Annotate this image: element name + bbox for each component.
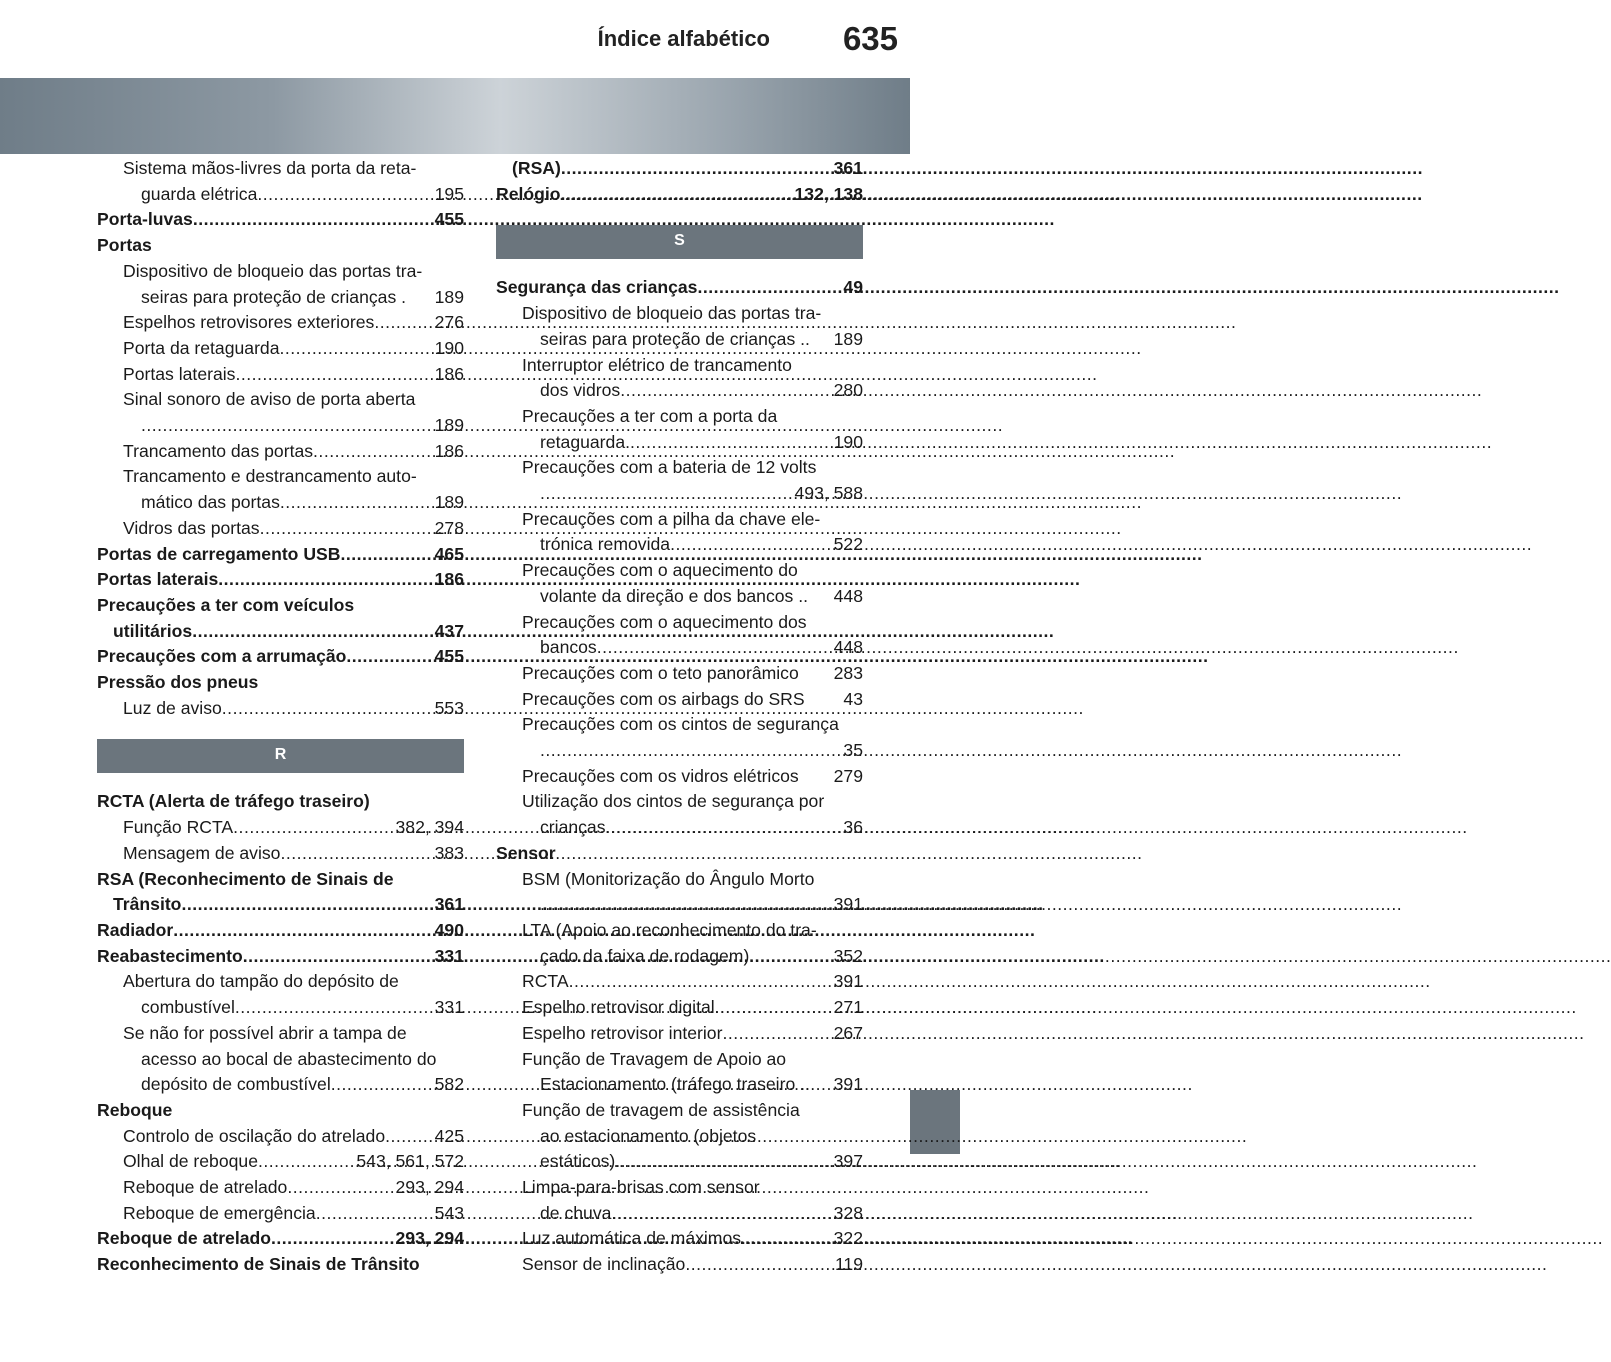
leader-dots xyxy=(540,738,841,764)
page-reference[interactable]: 279 xyxy=(833,765,863,786)
index-entry xyxy=(97,670,464,696)
leader-dots xyxy=(561,182,793,208)
leader-dots xyxy=(233,815,393,841)
leader-dots xyxy=(685,1252,833,1278)
index-subentry xyxy=(496,1047,863,1073)
entry-text: Luz automática de máximos xyxy=(522,1228,742,1249)
index-subentry xyxy=(496,635,863,661)
page-reference[interactable]: 391 xyxy=(833,894,863,915)
entry-text: Controlo de oscilação do atrelado xyxy=(123,1125,386,1146)
leader-dots xyxy=(271,1226,393,1252)
index-subentry xyxy=(496,1021,863,1047)
entry-text: Precauções com a pilha da chave ele- xyxy=(522,508,821,529)
entry-text: seiras para proteção de crianças .. xyxy=(540,328,810,349)
leader-dots xyxy=(280,841,432,867)
page-reference[interactable]: 195 xyxy=(434,183,464,204)
index-entry xyxy=(97,892,464,918)
index-subentry xyxy=(496,1124,863,1150)
leader-dots xyxy=(670,532,832,558)
page-reference[interactable]: 391 xyxy=(833,1074,863,1095)
page-reference[interactable]: 132, 138 xyxy=(794,183,863,204)
index-subentry xyxy=(496,764,863,790)
page-reference[interactable]: 465 xyxy=(434,543,464,564)
page-reference[interactable]: 437 xyxy=(434,620,464,641)
leader-dots xyxy=(615,1149,831,1175)
entry-text: RCTA xyxy=(522,971,569,992)
index-subentry xyxy=(97,310,464,336)
index-subentry xyxy=(97,464,464,490)
leader-dots xyxy=(540,481,793,507)
entry-text: Precauções a ter com veículos xyxy=(97,594,355,615)
entry-text: depósito de combustível xyxy=(141,1074,331,1095)
index-subentry xyxy=(496,481,863,507)
page-reference[interactable]: 35 xyxy=(843,740,863,761)
entry-text: Reconhecimento de Sinais de Trânsito xyxy=(97,1254,420,1275)
entry-text: çado da faixa de rodagem) xyxy=(540,945,750,966)
entry-text: acesso ao bocal de abastecimento do xyxy=(141,1048,437,1069)
index-subentry xyxy=(97,815,464,841)
index-subentry xyxy=(97,696,464,722)
entry-text: Interruptor elétrico de trancamento xyxy=(522,354,792,375)
index-subentry xyxy=(496,815,863,841)
page-reference[interactable]: 189 xyxy=(434,415,464,436)
index-subentry xyxy=(97,841,464,867)
entry-text: Trancamento das portas xyxy=(123,440,314,461)
index-subentry xyxy=(496,301,863,327)
index-entry xyxy=(97,619,464,645)
index-entry xyxy=(97,593,464,619)
index-subentry xyxy=(496,661,863,687)
page-reference[interactable]: 391 xyxy=(833,971,863,992)
index-subentry xyxy=(97,1072,464,1098)
page-reference[interactable]: 186 xyxy=(434,440,464,461)
entry-text: Limpa-para-brisas com sensor xyxy=(522,1177,760,1198)
leader-dots xyxy=(715,995,832,1021)
index-entry xyxy=(97,207,464,233)
index-subentry xyxy=(496,969,863,995)
index-subentry xyxy=(97,156,464,182)
index-subentry xyxy=(97,1021,464,1047)
entry-text: Espelhos retrovisores exteriores xyxy=(123,312,375,333)
page-reference[interactable]: 543 xyxy=(434,1202,464,1223)
page-reference[interactable]: 43 xyxy=(843,688,863,709)
leader-dots xyxy=(280,490,433,516)
entry-text: utilitários xyxy=(113,620,193,641)
section-title: Índice alfabético xyxy=(597,26,770,51)
section-letter-bar: S xyxy=(496,225,863,259)
index-subentry xyxy=(496,1201,863,1227)
page-reference[interactable]: 553 xyxy=(434,697,464,718)
page-reference[interactable]: 331 xyxy=(434,997,464,1018)
entry-text: Precauções com os airbags do SRS xyxy=(522,688,805,709)
index-subentry xyxy=(496,789,863,815)
page-reference[interactable]: 490 xyxy=(434,919,464,940)
page-reference[interactable]: 352 xyxy=(833,945,863,966)
index-subentry xyxy=(496,995,863,1021)
index-entry xyxy=(97,233,464,259)
index-subentry xyxy=(496,507,863,533)
page-reference[interactable]: 49 xyxy=(843,277,863,298)
entry-text: (RSA) xyxy=(512,158,561,178)
index-subentry xyxy=(97,439,464,465)
entry-text: combustível xyxy=(141,997,235,1018)
entry-text: Trânsito xyxy=(113,894,182,915)
entry-text: Porta da retaguarda xyxy=(123,337,280,358)
page-reference[interactable]: 397 xyxy=(833,1151,863,1172)
entry-text: Dispositivo de bloqueio das portas tra- xyxy=(522,303,822,324)
leader-dots xyxy=(561,156,832,182)
index-subentry xyxy=(496,455,863,481)
entry-text: Segurança das crianças xyxy=(496,277,698,298)
leader-dots xyxy=(374,310,432,336)
index-subentry xyxy=(496,712,863,738)
index-subentry xyxy=(496,944,863,970)
page-reference[interactable]: 186 xyxy=(434,569,464,590)
page-reference[interactable]: 383 xyxy=(434,842,464,863)
entry-text: Precauções com os vidros elétricos xyxy=(522,765,799,786)
index-subentry xyxy=(97,182,464,208)
index-subentry xyxy=(97,259,464,285)
leader-dots xyxy=(597,635,832,661)
page-reference[interactable]: 267 xyxy=(833,1022,863,1043)
index-entry xyxy=(97,1226,464,1252)
leader-dots xyxy=(173,918,432,944)
index-column-right xyxy=(496,156,863,1278)
leader-dots xyxy=(260,516,433,542)
entry-text: Porta-luvas xyxy=(97,209,193,230)
leader-dots xyxy=(316,1201,433,1227)
index-entry xyxy=(97,1098,464,1124)
entry-text: Mensagem de aviso xyxy=(123,842,281,863)
entry-text: Função de Travagem de Apoio ao xyxy=(522,1048,787,1069)
leader-dots xyxy=(741,1226,832,1252)
page-reference[interactable]: 361 xyxy=(833,158,863,178)
entry-text: volante da direção e dos bancos .. xyxy=(540,585,808,606)
entry-text: LTA (Apoio ao reconhecimento do tra- xyxy=(522,919,817,940)
entry-text: Sistema mãos-livres da porta da reta- xyxy=(123,158,417,178)
index-entry xyxy=(97,644,464,670)
entry-text: retaguarda. xyxy=(540,431,630,452)
leader-dots xyxy=(243,944,433,970)
entry-text: Sensor de inclinação xyxy=(522,1254,686,1275)
index-subentry xyxy=(97,516,464,542)
index-entry xyxy=(496,156,863,182)
index-subentry xyxy=(496,918,863,944)
index-subentry xyxy=(496,430,863,456)
page-reference[interactable]: 293, 294 xyxy=(395,1228,464,1249)
entry-text: Dispositivo de bloqueio das portas tra- xyxy=(123,260,423,281)
leader-dots xyxy=(181,892,432,918)
index-subentry xyxy=(496,327,863,353)
entry-text: Luz de aviso xyxy=(123,697,222,718)
entry-text: crianças xyxy=(540,817,606,838)
index-subentry xyxy=(97,387,464,413)
page-number: 635 xyxy=(842,20,898,57)
entry-text: guarda elétrica xyxy=(141,183,258,204)
entry-text: Precauções com os cintos de segurança xyxy=(522,714,839,735)
entry-text: estáticos) xyxy=(540,1151,616,1172)
entry-text: Reboque de atrelado xyxy=(97,1228,272,1249)
entry-text: bancos xyxy=(540,637,597,658)
index-subentry xyxy=(496,1226,863,1252)
leader-dots xyxy=(722,1021,831,1047)
entry-text: Precauções com o teto panorâmico xyxy=(522,662,799,683)
page-reference[interactable]: 331 xyxy=(434,945,464,966)
entry-text: seiras para proteção de crianças . xyxy=(141,286,407,307)
page-reference[interactable]: 189 xyxy=(434,286,464,307)
page-reference[interactable]: 36 xyxy=(843,817,863,838)
index-subentry xyxy=(97,995,464,1021)
leader-dots xyxy=(346,644,432,670)
index-subentry xyxy=(97,362,464,388)
header-banner xyxy=(0,78,910,154)
index-entry xyxy=(97,918,464,944)
index-subentry xyxy=(496,532,863,558)
leader-dots xyxy=(540,892,832,918)
index-subentry xyxy=(496,558,863,584)
entry-text: Utilização dos cintos de segurança por xyxy=(522,791,825,812)
index-entry xyxy=(97,867,464,893)
entry-text: RCTA (Alerta de tráfego traseiro) xyxy=(97,791,370,812)
leader-dots xyxy=(569,969,832,995)
page-reference[interactable]: 293, 294 xyxy=(395,1177,464,1198)
leader-dots xyxy=(340,542,432,568)
entry-text: Trancamento e destrancamento auto- xyxy=(123,466,417,487)
index-subentry xyxy=(97,1124,464,1150)
entry-text: Reabastecimento xyxy=(97,945,243,966)
page-reference[interactable]: 328 xyxy=(833,1202,863,1223)
entry-text: mático das portas xyxy=(141,492,280,513)
entry-text: Vidros das portas xyxy=(123,517,260,538)
page-reference[interactable]: 278 xyxy=(434,517,464,538)
page-reference[interactable]: 190 xyxy=(434,337,464,358)
page-reference[interactable]: 186 xyxy=(434,363,464,384)
entry-text: Precauções com o aquecimento dos xyxy=(522,611,807,632)
leader-dots xyxy=(287,1175,393,1201)
index-column-left xyxy=(97,156,464,1278)
leader-dots xyxy=(630,430,832,456)
leader-dots xyxy=(697,275,841,301)
entry-text: Espelho retrovisor interior xyxy=(522,1022,723,1043)
leader-dots xyxy=(235,362,432,388)
index-subentry xyxy=(496,1098,863,1124)
entry-text: Estacionamento (tráfego traseiro .. xyxy=(540,1074,810,1095)
entry-text: Portas laterais xyxy=(97,569,219,590)
page-reference[interactable]: 582 xyxy=(434,1074,464,1095)
page-reference[interactable]: 455 xyxy=(434,646,464,667)
index-subentry xyxy=(496,687,863,713)
entry-text: Função RCTA xyxy=(123,817,234,838)
entry-text: Portas laterais xyxy=(123,363,236,384)
leader-dots xyxy=(606,815,842,841)
page-reference[interactable]: 189 xyxy=(434,492,464,513)
entry-text: Precauções com a arrumação xyxy=(97,646,347,667)
page-reference[interactable]: 276 xyxy=(434,312,464,333)
index-subentry xyxy=(97,1201,464,1227)
entry-text: Pressão dos pneus xyxy=(97,672,259,693)
index-entry xyxy=(97,789,464,815)
index-entry xyxy=(97,567,464,593)
entry-text: Reboque de emergência xyxy=(123,1202,316,1223)
index-subentry xyxy=(496,738,863,764)
index-subentry xyxy=(496,1175,863,1201)
page-reference[interactable]: 119 xyxy=(834,1254,863,1275)
page-reference[interactable]: 271 xyxy=(833,997,863,1018)
leader-dots xyxy=(192,619,432,645)
page-reference[interactable]: 455 xyxy=(434,209,464,230)
leader-dots xyxy=(331,1072,433,1098)
page-reference[interactable]: 280 xyxy=(833,380,863,401)
index-entry xyxy=(97,944,464,970)
leader-dots xyxy=(218,567,432,593)
index-subentry xyxy=(97,1149,464,1175)
index-entry xyxy=(97,542,464,568)
index-subentry xyxy=(97,413,464,439)
index-subentry xyxy=(97,490,464,516)
leader-dots xyxy=(313,439,433,465)
page-reference[interactable]: 425 xyxy=(434,1125,464,1146)
page-reference[interactable]: 361 xyxy=(434,894,464,915)
entry-text: Portas xyxy=(97,235,152,256)
entry-text: Radiador xyxy=(97,919,174,940)
index-subentry xyxy=(496,892,863,918)
leader-dots xyxy=(749,944,831,970)
leader-dots xyxy=(385,1124,433,1150)
entry-text: Reboque xyxy=(97,1099,173,1120)
leader-dots xyxy=(620,378,831,404)
entry-text: Sensor xyxy=(496,842,556,863)
entry-text: Reboque de atrelado xyxy=(123,1177,288,1198)
page-reference[interactable]: 190 xyxy=(833,431,863,452)
index-subentry xyxy=(496,404,863,430)
index-subentry xyxy=(496,1149,863,1175)
leader-dots xyxy=(193,207,433,233)
page-reference[interactable]: 322 xyxy=(833,1228,863,1249)
page-reference[interactable]: 189 xyxy=(833,328,863,349)
entry-text: Se não for possível abrir a tampa de xyxy=(123,1022,407,1043)
section-letter-bar: R xyxy=(97,739,464,773)
entry-text: BSM (Monitorização do Ângulo Morto xyxy=(522,868,815,889)
index-subentry xyxy=(496,867,863,893)
index-subentry xyxy=(97,969,464,995)
leader-dots xyxy=(258,1149,354,1175)
index-entry xyxy=(496,275,863,301)
index-subentry xyxy=(496,353,863,379)
leader-dots xyxy=(235,995,433,1021)
page-reference[interactable]: 448 xyxy=(833,585,863,606)
entry-text: dos vidros xyxy=(540,380,621,401)
index-subentry xyxy=(97,285,464,311)
page-reference[interactable]: 448 xyxy=(833,637,863,658)
entry-text: de chuva xyxy=(540,1202,612,1223)
index-subentry xyxy=(496,378,863,404)
page-reference[interactable]: 382, 394 xyxy=(395,817,464,838)
leader-dots xyxy=(611,1201,831,1227)
entry-text: Olhal de reboque xyxy=(123,1151,258,1172)
leader-dots xyxy=(280,336,433,362)
index-subentry xyxy=(97,336,464,362)
index-subentry xyxy=(496,1252,863,1278)
entry-text: Espelho retrovisor digital xyxy=(522,997,715,1018)
index-subentry xyxy=(496,610,863,636)
entry-text: Precauções a ter com a porta da xyxy=(522,405,778,426)
entry-text: Relógio xyxy=(496,183,561,204)
index-subentry xyxy=(496,584,863,610)
leader-dots xyxy=(141,413,433,439)
leader-dots xyxy=(257,182,432,208)
page-reference[interactable]: 493, 588 xyxy=(794,483,863,504)
page-reference[interactable]: 543, 561, 572 xyxy=(356,1151,464,1172)
entry-text: trónica removida xyxy=(540,534,671,555)
entry-text: Precauções com a bateria de 12 volts xyxy=(522,457,817,478)
index-entry xyxy=(97,1252,464,1278)
leader-dots xyxy=(222,696,433,722)
entry-text: Sinal sonoro de aviso de porta aberta xyxy=(123,389,416,410)
entry-text: Portas de carregamento USB xyxy=(97,543,341,564)
page-reference[interactable]: 283 xyxy=(833,662,863,683)
entry-text: Precauções com o aquecimento do xyxy=(522,560,798,581)
index-subentry xyxy=(97,1047,464,1073)
page-reference[interactable]: 522 xyxy=(833,534,863,555)
entry-text: ao estacionamento (objetos xyxy=(540,1125,757,1146)
index-entry xyxy=(496,182,863,208)
index-subentry xyxy=(496,1072,863,1098)
entry-text: Abertura do tampão do depósito de xyxy=(123,971,399,992)
index-entry xyxy=(496,841,863,867)
entry-text: RSA (Reconhecimento de Sinais de xyxy=(97,868,394,889)
index-subentry xyxy=(97,1175,464,1201)
entry-text: Função de travagem de assistência xyxy=(522,1099,800,1120)
